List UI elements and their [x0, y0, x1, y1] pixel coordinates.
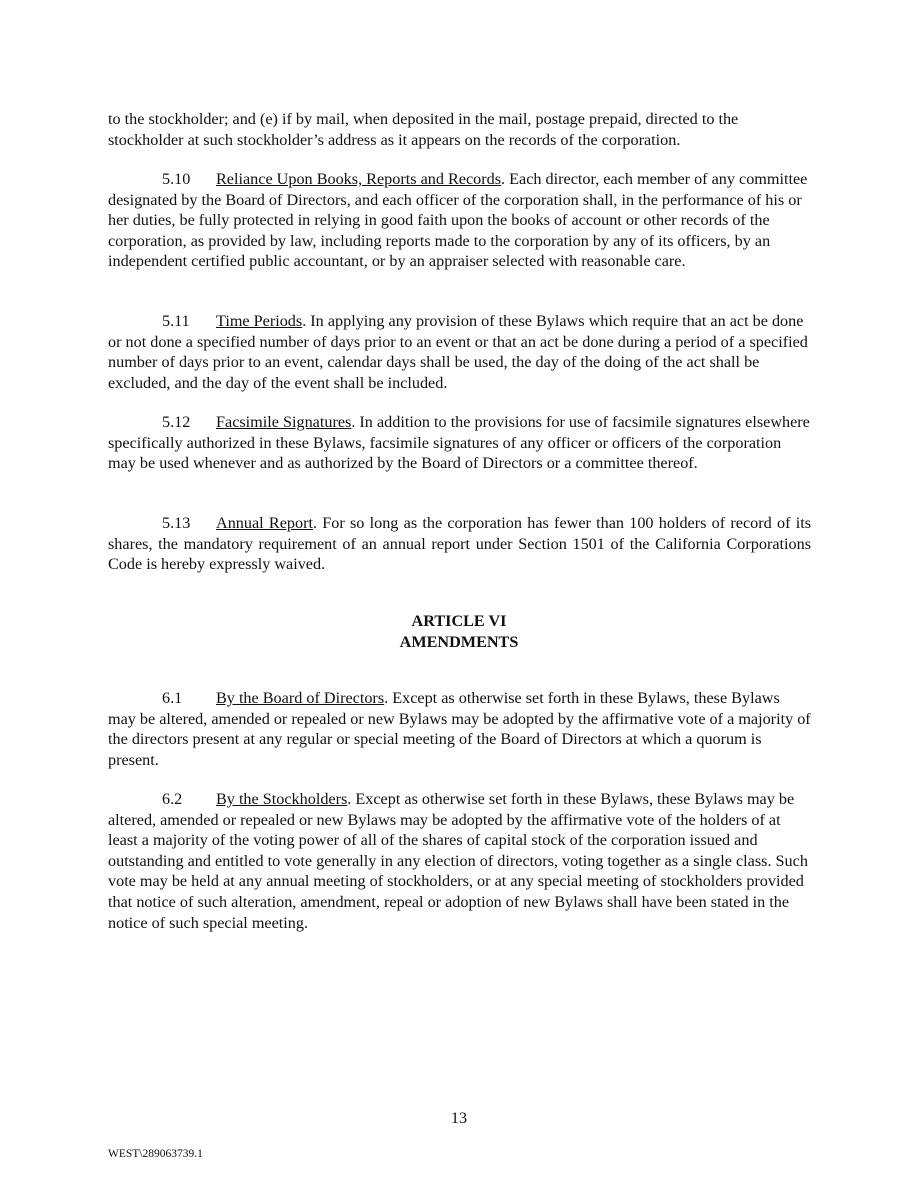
section-6-1: [108, 688, 811, 770]
article-subheading: AMENDMENTS: [399, 633, 519, 651]
section-body: . Except as otherwise set forth in these Bylaws, these Bylaws may be altered, amended or repealed or new Bylaws may be adopted by the affirmative vote of the holders of at least a majority of the voting power of all of the shares of capital stock of the corporation issued and outstanding and entitled to vote generally in any election of directors, voting together as a single class. Such vote may be held at any annual meeting of stockholders, or at any special meeting of stockholders provided that notice of such alteration, amendment, repeal or adoption of new Bylaws shall have been stated in the notice of such special meeting.: [108, 790, 808, 932]
section-body: . Each director, each member of any committee designated by the Board of Directors, and each officer of the corporation shall, in the performance of his or her duties, be fully protected in relying in good faith upon the books of account or other records of the corporation, as provided by law, including reports made to the corporation by any of its officers, by an independent certified public accountant, or by an appraiser selected with reasonable care.: [108, 170, 808, 271]
section-title: Reliance Upon Books, Reports and Records: [216, 170, 502, 188]
section-number: 5.13: [162, 514, 191, 532]
section-body: . Except as otherwise set forth in these Bylaws, these Bylaws may be altered, amended or repealed or new Bylaws may be adopted by the affirmative vote of a majority of the directors present at any regular or special meeting of the Board of Directors at which a quorum is present.: [108, 689, 811, 769]
section-title: Annual Report: [216, 514, 313, 532]
section-number: 5.10: [162, 170, 191, 188]
section-title: Facsimile Signatures: [216, 413, 352, 431]
section-number: 6.2: [162, 790, 183, 808]
section-number: 6.1: [162, 689, 183, 707]
section-6-2: [108, 789, 811, 933]
section-title: Time Periods: [216, 312, 303, 330]
section-title: By the Stockholders: [216, 790, 348, 808]
section-5-13: [108, 513, 811, 575]
section-title: By the Board of Directors: [216, 689, 385, 707]
section-body: . For so long as the corporation has fewer than 100 holders of record of its shares, the mandatory requirement of an annual report under Section 1501 of the California Corporations Code is hereby expressly waived.: [108, 514, 811, 574]
document-id: WEST\289063739.1: [108, 1148, 203, 1160]
continuation-paragraph: to the stockholder; and (e) if by mail, when deposited in the mail, postage prepaid, directed to the stockholder at such stockholder’s address as it appears on the records of the corporation.: [108, 110, 739, 149]
section-body: . In addition to the provisions for use of facsimile signatures elsewhere specifically authorized in these Bylaws, facsimile signatures of any officer or officers of the corporation may be used whenever and as authorized by the Board of Directors or a committee thereof.: [108, 413, 810, 473]
section-5-12: [108, 412, 811, 474]
section-body: . In applying any provision of these Bylaws which require that an act be done or not done a specified number of days prior to an event or that an act be done during a period of a specified number of days prior to an event, calendar days shall be used, the day of the doing of the act shall be excluded, and the day of the event shall be included.: [108, 312, 808, 392]
section-5-11: [108, 311, 811, 393]
section-5-10: [108, 169, 811, 272]
section-number: 5.12: [162, 413, 191, 431]
section-number: 5.11: [162, 312, 190, 330]
article-heading: ARTICLE VI: [411, 612, 507, 630]
page-number: 13: [450, 1109, 468, 1127]
